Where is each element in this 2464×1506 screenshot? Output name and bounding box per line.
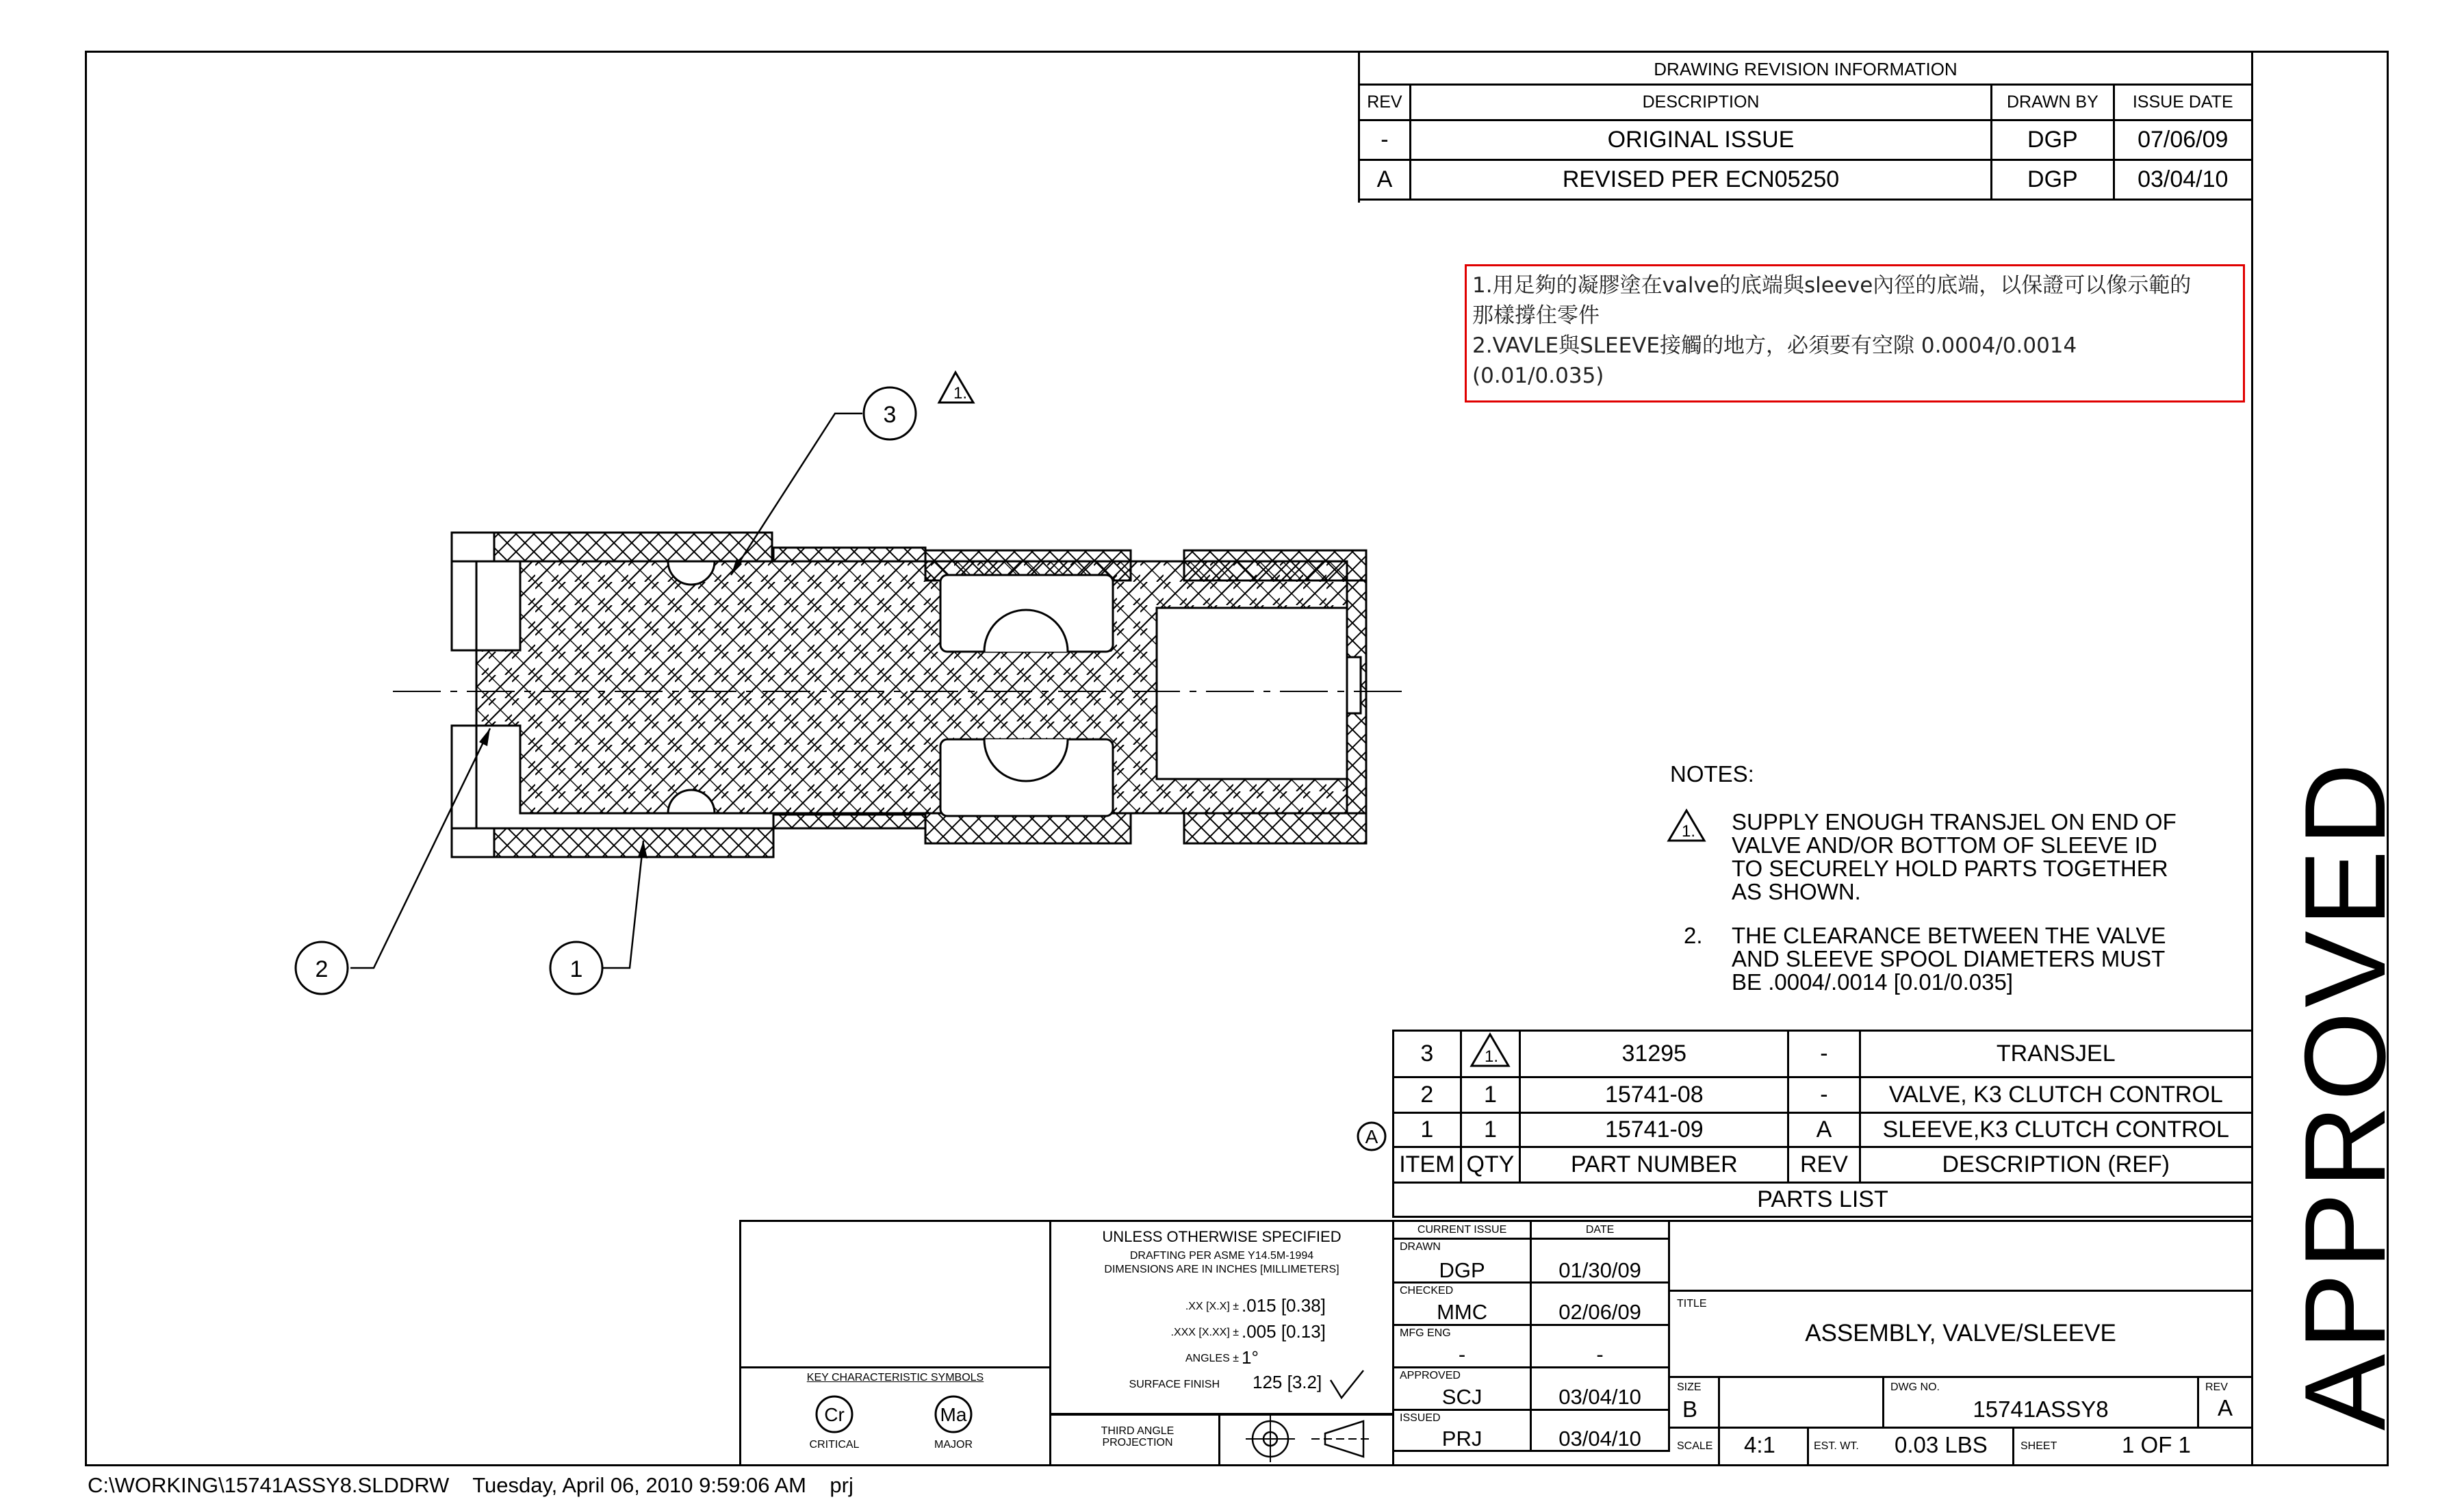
revision-table <box>1358 84 2253 201</box>
approval-row: MFG ENG - - <box>1394 1325 1669 1368</box>
parts-list-table <box>1392 1030 2253 1218</box>
flag-triangle-icon <box>1666 808 1707 845</box>
revision-block-title: DRAWING REVISION INFORMATION <box>1654 59 1958 79</box>
major-symbol-icon <box>929 1394 977 1435</box>
approved-stamp: APPROVED <box>2281 758 2409 1431</box>
drawing-number: 15741ASSY8 <box>1973 1396 2109 1422</box>
note-2: THE CLEARANCE BETWEEN THE VALVE AND SLEEVE SPOOL DIAMETERS MUST BE .0004/.0014 [0.01/0.035] <box>1732 923 2166 995</box>
parts-list-title: PARTS LIST <box>1394 1183 2253 1217</box>
svg-text:2: 2 <box>315 956 329 982</box>
leader-line <box>602 841 643 968</box>
critical-label: CRITICAL <box>809 1439 860 1451</box>
rev-header: REV <box>1359 85 1411 120</box>
svg-text:Ma: Ma <box>940 1404 967 1425</box>
drawn-by-header: DRAWN BY <box>1992 85 2114 120</box>
weight-value: 0.03 LBS <box>1895 1432 1988 1457</box>
third-angle-projection-icon <box>1243 1413 1380 1466</box>
assembly-section-view <box>0 0 1437 1027</box>
revision-row: A REVISED PER ECN05250 DGP 03/04/10 <box>1359 160 2253 200</box>
svg-text:1.: 1. <box>1681 822 1696 841</box>
parts-row: 3 1. 31295 - TRANSJEL <box>1394 1031 2253 1077</box>
chinese-note-line: 2.VAVLE與SLEEVE接觸的地方，必須要有空隙 0.0004/0.0014 <box>1472 333 2077 358</box>
svg-text:A: A <box>1365 1126 1378 1147</box>
arrowhead <box>479 728 490 746</box>
balloon-3 <box>864 387 916 439</box>
surface-finish-icon <box>1328 1366 1369 1407</box>
critical-symbol-icon <box>810 1394 858 1435</box>
approval-row: DRAWN DGP 01/30/09 <box>1394 1239 1669 1283</box>
flag-triangle-icon <box>939 372 973 403</box>
valve-part <box>476 561 1361 816</box>
revision-marker <box>1355 1120 1388 1153</box>
balloon-1 <box>550 942 602 994</box>
key-symbols-title: KEY CHARACTERISTIC SYMBOLS <box>806 1372 984 1383</box>
sleeve-left-lip <box>452 533 494 561</box>
note-2-number: 2. <box>1684 923 1703 948</box>
drawing-rev: A <box>2218 1395 2233 1420</box>
svg-text:1.: 1. <box>953 384 968 403</box>
sleeve-left-lip <box>452 828 494 857</box>
major-label: MAJOR <box>934 1439 973 1451</box>
svg-text:1.: 1. <box>1485 1047 1499 1066</box>
chinese-note-box <box>1465 264 2245 403</box>
issue-date-header: ISSUE DATE <box>2114 85 2252 120</box>
footer: C:\WORKING\15741ASSY8.SLDDRW Tuesday, April 06, 2010 9:59:06 AM prj <box>88 1473 854 1497</box>
revision-block <box>1358 51 2253 203</box>
note-1: SUPPLY ENOUGH TRANSJEL ON END OF VALVE AND/OR BOTTOM OF SLEEVE ID TO SECURELY HOLD PARTS TOGETHER AS SHOWN. <box>1732 809 2177 904</box>
revision-row: - ORIGINAL ISSUE DGP 07/06/09 <box>1359 120 2253 160</box>
chinese-note-line: (0.01/0.035) <box>1472 363 1604 388</box>
projection-label: THIRD ANGLE PROJECTION <box>1101 1425 1175 1448</box>
balloon-2 <box>296 942 348 994</box>
size-value: B <box>1682 1396 1698 1422</box>
drawing-title: ASSEMBLY, VALVE/SLEEVE <box>1805 1320 2116 1347</box>
sheet-value: 1 OF 1 <box>2122 1432 2191 1457</box>
scale-value: 4:1 <box>1744 1432 1775 1457</box>
chinese-note-line: 那樣撐住零件 <box>1472 303 1600 328</box>
chinese-note-line: 1.用足夠的凝膠塗在valve的底端與sleeve內徑的底端，以保證可以像示範的 <box>1472 273 2192 298</box>
svg-text:1: 1 <box>569 956 583 982</box>
parts-row: 2 1 15741-08 - VALVE, K3 CLUTCH CONTROL <box>1394 1077 2253 1113</box>
approval-row: ISSUED PRJ 03/04/10 <box>1394 1410 1669 1451</box>
approval-row: CHECKED MMC 02/06/09 <box>1394 1283 1669 1325</box>
flag-triangle-icon <box>1466 1032 1514 1070</box>
svg-text:Cr: Cr <box>824 1404 845 1425</box>
approval-row: APPROVED SCJ 03/04/10 <box>1394 1368 1669 1410</box>
approvals-table: CURRENT ISSUE DATE DRAWN DGP 01/30/09 CHECKED MMC 02/06/09 MFG ENG - - APPROVED SCJ 03/04/10 ISSUED PRJ 03/04/10 <box>1392 1220 1670 1452</box>
parts-row: 1 1 15741-09 A SLEEVE,K3 CLUTCH CONTROL <box>1394 1113 2253 1147</box>
notes-section <box>1670 763 2231 995</box>
tolerance-heading: UNLESS OTHERWISE SPECIFIED <box>1102 1228 1342 1245</box>
notes-heading: NOTES: <box>1670 761 1754 787</box>
parts-header-row: ITEM QTY PART NUMBER REV DESCRIPTION (REF) <box>1394 1147 2253 1183</box>
description-header: DESCRIPTION <box>1410 85 1991 120</box>
svg-text:3: 3 <box>883 402 897 428</box>
